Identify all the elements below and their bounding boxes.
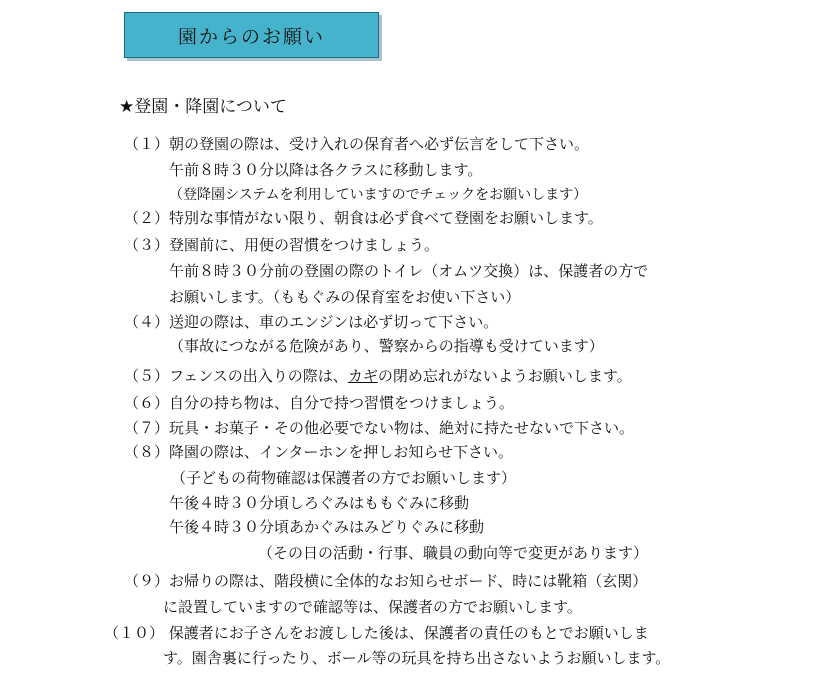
list-item: 午前８時３０分前の登園の際のトイレ（オムツ交換）は、保護者の方で [169,262,649,280]
list-item: す。園舎裏に行ったり、ボール等の玩具を持ち出さないようお願いします。 [163,649,671,667]
section-heading: ★登園・降園について [119,97,287,117]
list-item: 午後４時３０分頃しろぐみはももぐみに移動 [169,494,470,512]
list-item: （６）自分の持ち物は、自分で持つ習慣をつけましょう。 [124,394,515,412]
underlined-word: カギ [347,367,378,385]
list-item: （子どもの荷物確認は保護者の方でお願いします） [171,469,517,487]
list-item: （その日の活動・行事、職員の動向等で変更があります） [258,544,649,562]
list-item: （１０） 保護者にお子さんをお渡しした後は、保護者の責任のもとでお願いしま [104,624,649,642]
list-item: （４）送迎の際は、車のエンジンは必ず切って下さい。 [124,313,499,331]
list-item: （９）お帰りの際は、階段横に全体的なお知らせボード、時には靴箱（玄関） [124,572,648,590]
list-item: （１）朝の登園の際は、受け入れの保育者へ必ず伝言をして下さい。 [124,135,590,153]
list-item: お願いします。（ももぐみの保育室をお使い下さい） [169,288,521,306]
list-item: （登降園システムを利用していますのでチェックをお願いします） [169,187,588,203]
list-item: （２）特別な事情がない限り、朝食は必ず食べて登園をお願いします。 [124,209,603,227]
list-item: （８）降園の際は、インターホンを押しお知らせ下さい。 [124,443,513,461]
list-item: に設置していますので確認等は、保護者の方でお願いします。 [163,598,582,616]
list-item: 午後４時３０分頃あかぐみはみどりぐみに移動 [169,518,485,536]
list-item [124,366,632,386]
page-title: 園からのお願い [177,25,325,48]
list-item: 午前８時３０分以降は各クラスに移動します。 [169,161,483,179]
title-banner [124,12,379,58]
list-item-text: の閉め忘れがないようお願いします。 [377,367,632,385]
list-item-text: （５）フェンスの出入りの際は、 [124,367,348,385]
list-item: （３）登園前に、用便の習慣をつけましょう。 [124,236,440,254]
list-item: （７）玩具・お菓子・その他必要でない物は、絶対に持たせないで下さい。 [124,419,635,437]
list-item: （事故につながる危険があり、警察からの指導も受けています） [169,337,604,355]
